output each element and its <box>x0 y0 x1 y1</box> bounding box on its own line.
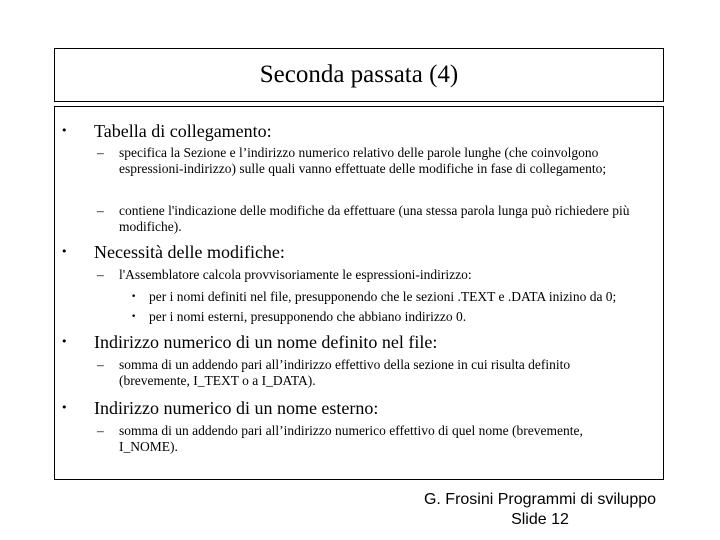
bullet-heading: Necessità delle modifiche: <box>94 242 285 262</box>
bullet-heading: Indirizzo numerico di un nome esterno: <box>94 398 379 418</box>
subsub-item-text: per i nomi esterni, presupponendo che abbiano indirizzo 0. <box>149 309 467 324</box>
sub-item-text: somma di un addendo pari all’indirizzo numerico effettivo di quel nome (brevemente, I_NOME). <box>119 423 583 454</box>
bullet-mark: • <box>61 245 68 258</box>
bullet-mark: • <box>61 335 68 348</box>
content-box <box>54 106 664 480</box>
slide-footer <box>380 490 700 530</box>
bullet-heading: Indirizzo numerico di un nome definito nel file: <box>94 332 438 352</box>
slide-title: Seconda passata (4) <box>259 61 459 88</box>
bullet-heading: Tabella di collegamento: <box>94 121 272 141</box>
bullet-mark: • <box>131 292 137 302</box>
subsub-item-text: per i nomi definiti nel file, presupponendo che le sezioni .TEXT e .DATA inizino da 0; <box>149 289 617 304</box>
dash-mark: – <box>97 203 104 218</box>
bullet-mark: • <box>131 312 137 322</box>
title-box <box>54 48 664 102</box>
footer-slide-number: Slide 12 <box>511 511 569 528</box>
footer-author: G. Frosini Programmi di sviluppo <box>423 491 657 508</box>
dash-mark: – <box>97 145 104 160</box>
sub-item-text: somma di un addendo pari all’indirizzo effettivo della sezione in cui risulta definito (brevemente, I_TEXT o a I_DATA). <box>119 357 571 388</box>
dash-mark: – <box>97 267 104 282</box>
bullet-mark: • <box>61 401 68 414</box>
dash-mark: – <box>97 357 104 372</box>
dash-mark: – <box>97 423 104 438</box>
sub-item-text: l'Assemblatore calcola provvisoriamente le espressioni-indirizzo: <box>119 267 472 282</box>
sub-item-text: specifica la Sezione e l’indirizzo numerico relativo delle parole lunghe (che coinvolgono espressioni-indirizzo) sulle quali vanno effettuate delle modifiche in fase di collegamento; <box>119 145 607 176</box>
bullet-mark: • <box>61 124 68 137</box>
sub-item-text: contiene l'indicazione delle modifiche da effettuare (una stessa parola lunga può richiedere più modifiche). <box>119 203 630 234</box>
